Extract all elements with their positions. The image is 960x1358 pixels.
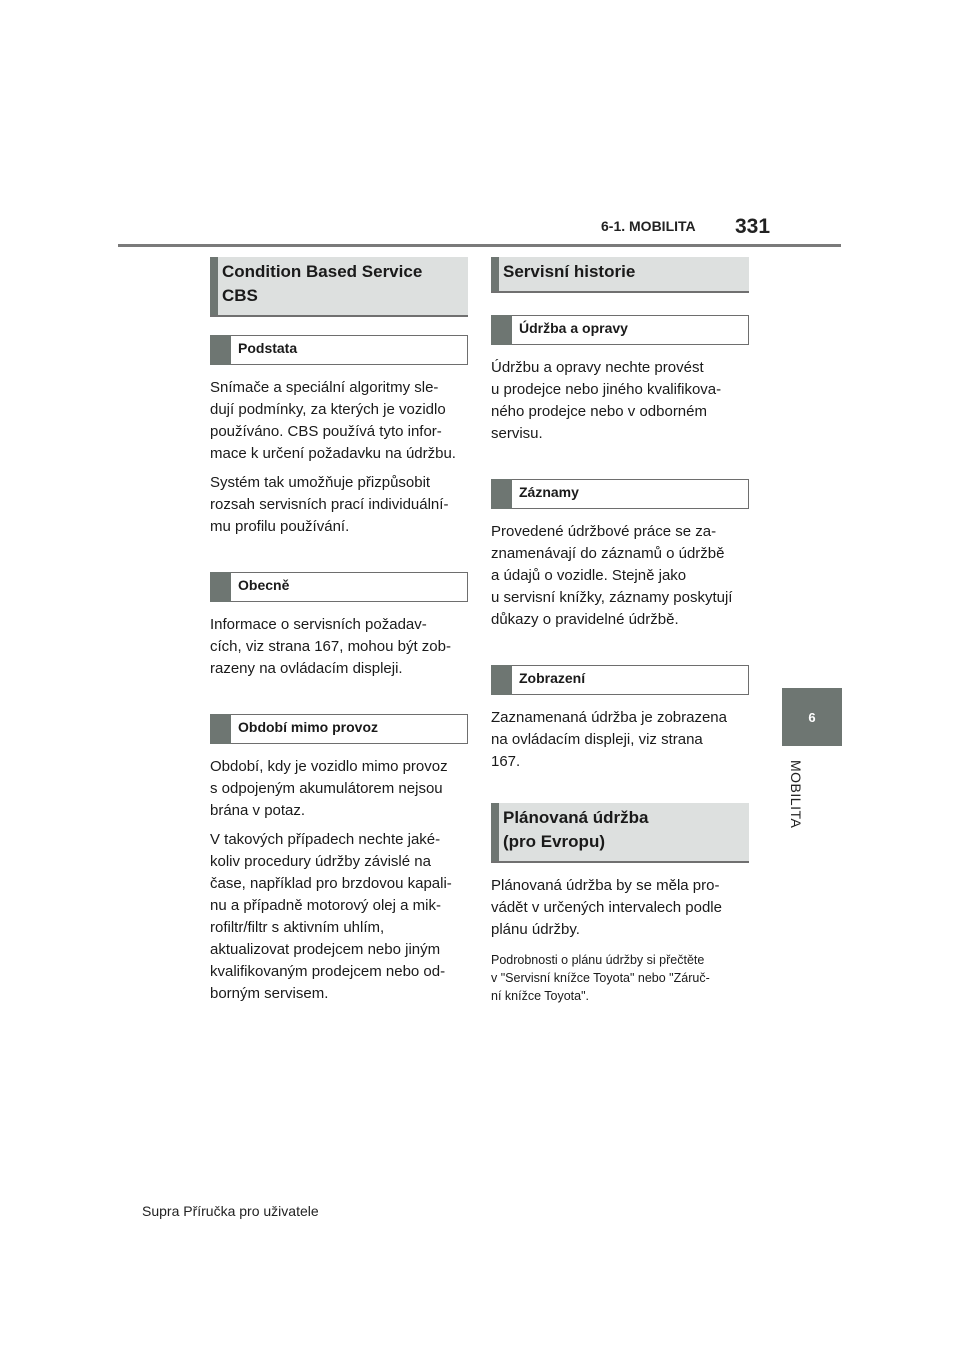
- text-line: Údržbu a opravy nechte provést: [491, 359, 704, 376]
- text-line: Podrobnosti o plánu údržby si přečtěte: [491, 953, 705, 967]
- text-line: borným servisem.: [210, 985, 329, 1002]
- header-section: 6-1. MOBILITA: [601, 218, 696, 234]
- text-line: ní knížce Toyota".: [491, 989, 590, 1003]
- note-paragraph: [491, 951, 749, 1005]
- text-line: koliv procedury údržby závislé na: [210, 853, 431, 870]
- text-line: čase, například pro brzdovou kapali-: [210, 875, 452, 892]
- paragraph: [491, 357, 749, 445]
- text-line: mace k určení požadavku na údržbu.: [210, 445, 456, 462]
- text-line: s odpojeným akumulátorem nejsou: [210, 780, 443, 797]
- section-title-cbs: [210, 257, 468, 317]
- text-line: mu profilu používání.: [210, 518, 350, 535]
- text-line: Informace o servisních požadav-: [210, 616, 427, 633]
- paragraph: [210, 377, 468, 465]
- text-line: V takových případech nechte jaké-: [210, 831, 441, 848]
- text-line: na ovládacím displeji, viz strana: [491, 731, 703, 748]
- paragraph: [210, 829, 468, 1005]
- text-line: Systém tak umožňuje přizpůsobit: [210, 474, 431, 491]
- text-line: servisu.: [491, 425, 543, 442]
- text-line: a údajů o vozidle. Stejně jako: [491, 567, 687, 584]
- text-line: důkazy o pravidelné údržbě.: [491, 611, 679, 628]
- text-line: Snímače a speciální algoritmy sle-: [210, 379, 439, 396]
- text-line: aktualizovat prodejcem nebo jiným: [210, 941, 441, 958]
- section-title-line: CBS: [222, 286, 258, 305]
- text-line: u prodejce nebo jiného kvalifikova-: [491, 381, 722, 398]
- paragraph: [210, 756, 468, 822]
- section-title-line: Servisní historie: [503, 262, 636, 281]
- text-line: u servisní knížky, záznamy poskytují: [491, 589, 733, 606]
- text-line: Zaznamenaná údržba je zobrazena: [491, 709, 727, 726]
- text-line: rozsah servisních prací individuální-: [210, 496, 449, 513]
- section-title-line: Plánovaná údržba: [503, 808, 649, 827]
- text-line: rofiltr/filtr s aktivním uhlím,: [210, 919, 385, 936]
- subheading-zobrazeni: Zobrazení: [491, 665, 749, 695]
- text-line: razeny na ovládacím displeji.: [210, 660, 403, 677]
- text-line: 167.: [491, 753, 521, 770]
- subheading-udrzba: Údržba a opravy: [491, 315, 749, 345]
- text-line: Plánovaná údržba by se měla pro-: [491, 877, 720, 894]
- text-line: Období, kdy je vozidlo mimo provoz: [210, 758, 448, 775]
- chapter-label: MOBILITA: [788, 760, 804, 829]
- text-line: cích, viz strana 167, mohou být zob-: [210, 638, 451, 655]
- subheading-obecne: Obecně: [210, 572, 468, 602]
- text-line: Provedené údržbové práce se za-: [491, 523, 717, 540]
- text-line: v "Servisní knížce Toyota" nebo "Záruč-: [491, 971, 710, 985]
- section-title-servisni-historie: [491, 257, 749, 293]
- text-line: vádět v určených intervalech podle: [491, 899, 722, 916]
- section-title-line: (pro Evropu): [503, 832, 605, 851]
- paragraph: [491, 707, 749, 773]
- text-line: plánu údržby.: [491, 921, 580, 938]
- section-title-planovana-udrzba: [491, 803, 749, 863]
- right-column: [491, 257, 749, 1005]
- header-rule: [118, 244, 841, 247]
- text-line: brána v potaz.: [210, 802, 306, 819]
- paragraph: [210, 614, 468, 680]
- chapter-tab: 6: [782, 688, 842, 746]
- page-number: 331: [735, 215, 771, 238]
- text-line: dují podmínky, za kterých je vozidlo: [210, 401, 446, 418]
- text-line: kvalifikovaným prodejcem nebo od-: [210, 963, 446, 980]
- subheading-podstata: Podstata: [210, 335, 468, 365]
- paragraph: [491, 521, 749, 631]
- subheading-zaznamy: Záznamy: [491, 479, 749, 509]
- footer-text: Supra Příručka pro uživatele: [142, 1203, 319, 1219]
- paragraph: [210, 472, 468, 538]
- section-title-line: Condition Based Service: [222, 262, 423, 281]
- left-column: [210, 257, 468, 1012]
- text-line: ného prodejce nebo v odborném: [491, 403, 707, 420]
- text-line: nu a případně motorový olej a mik-: [210, 897, 441, 914]
- text-line: znamenávají do záznamů o údržbě: [491, 545, 725, 562]
- paragraph: [491, 875, 749, 941]
- subheading-obdobi: Období mimo provoz: [210, 714, 468, 744]
- text-line: používáno. CBS používá tyto infor-: [210, 423, 442, 440]
